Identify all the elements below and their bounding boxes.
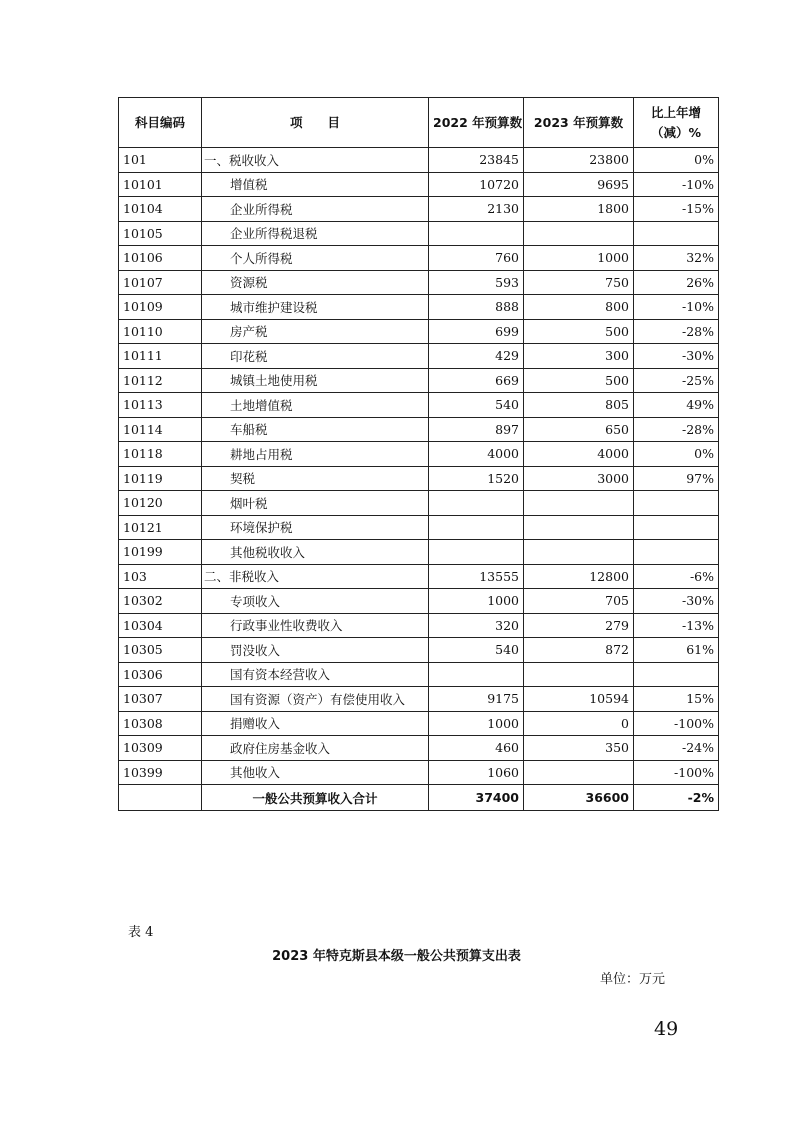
row-code: 10111 [119,344,202,369]
row-growth: -30% [634,344,719,369]
row-growth: -15% [634,197,719,222]
row-item: 一、税收收入 [202,148,429,173]
row-2022: 760 [429,246,524,271]
row-2022 [429,221,524,246]
total-2023: 36600 [524,785,634,811]
table-header-row [119,98,719,148]
unit-label: 单位：万元 [600,972,666,987]
row-code: 10104 [119,197,202,222]
row-item: 企业所得税 [202,197,429,222]
row-growth [634,515,719,540]
row-code: 10399 [119,760,202,785]
row-2022: 4000 [429,442,524,467]
table-row [119,687,719,712]
row-2023: 872 [524,638,634,663]
total-code [119,785,202,811]
row-2022: 699 [429,319,524,344]
row-code: 10114 [119,417,202,442]
row-code: 10107 [119,270,202,295]
row-item: 行政事业性收费收入 [202,613,429,638]
row-growth: -6% [634,564,719,589]
row-item: 国有资源（资产）有偿使用收入 [202,687,429,712]
header-code: 科目编码 [119,98,202,148]
row-2022: 2130 [429,197,524,222]
row-2022: 1520 [429,466,524,491]
row-growth: -100% [634,711,719,736]
row-growth: -13% [634,613,719,638]
row-growth: -30% [634,589,719,614]
row-2022: 9175 [429,687,524,712]
table-row [119,638,719,663]
row-2023: 10594 [524,687,634,712]
row-growth: -24% [634,736,719,761]
row-item: 耕地占用税 [202,442,429,467]
next-table-label: 表 4 [128,925,154,940]
table-row [119,148,719,173]
row-2022: 540 [429,638,524,663]
row-2022: 13555 [429,564,524,589]
row-2023: 1000 [524,246,634,271]
row-item: 罚没收入 [202,638,429,663]
row-code: 10304 [119,613,202,638]
row-item: 其他收入 [202,760,429,785]
row-growth [634,662,719,687]
table-row [119,589,719,614]
table-row [119,711,719,736]
row-code: 101 [119,148,202,173]
row-item: 城市维护建设税 [202,295,429,320]
total-label: 一般公共预算收入合计 [202,785,429,811]
row-code: 10110 [119,319,202,344]
row-code: 10302 [119,589,202,614]
header-item: 项 目 [202,98,429,148]
row-code: 103 [119,564,202,589]
row-2023: 0 [524,711,634,736]
row-2023: 705 [524,589,634,614]
row-code: 10118 [119,442,202,467]
row-item: 城镇土地使用税 [202,368,429,393]
row-growth: -28% [634,417,719,442]
row-item: 土地增值税 [202,393,429,418]
row-item: 个人所得税 [202,246,429,271]
table-row [119,295,719,320]
row-item: 国有资本经营收入 [202,662,429,687]
row-item: 印花税 [202,344,429,369]
row-growth: 61% [634,638,719,663]
row-growth: 97% [634,466,719,491]
row-code: 10121 [119,515,202,540]
row-2022: 593 [429,270,524,295]
row-2023: 500 [524,368,634,393]
table-row [119,368,719,393]
row-2022: 540 [429,393,524,418]
row-2022 [429,491,524,516]
table-row [119,613,719,638]
table-row [119,540,719,565]
row-2023: 350 [524,736,634,761]
row-growth: 0% [634,148,719,173]
row-growth [634,491,719,516]
row-growth: 32% [634,246,719,271]
row-2023: 805 [524,393,634,418]
row-2023: 12800 [524,564,634,589]
row-2022: 1000 [429,711,524,736]
row-code: 10101 [119,172,202,197]
row-item: 烟叶税 [202,491,429,516]
table-body [119,148,719,785]
row-2023: 650 [524,417,634,442]
row-2023: 500 [524,319,634,344]
row-2022: 429 [429,344,524,369]
row-2023: 279 [524,613,634,638]
table-row [119,515,719,540]
row-2023 [524,540,634,565]
header-2023: 2023 年预算数 [524,98,634,148]
row-growth: 0% [634,442,719,467]
table-row [119,564,719,589]
row-2023 [524,221,634,246]
total-growth: -2% [634,785,719,811]
row-item: 契税 [202,466,429,491]
page-number: 49 [654,1018,679,1040]
total-2022: 37400 [429,785,524,811]
row-2022: 888 [429,295,524,320]
table-row [119,197,719,222]
next-table-title: 2023 年特克斯县本级一般公共预算支出表 [272,949,521,964]
table-row [119,246,719,271]
header-2022: 2022 年预算数 [429,98,524,148]
row-2022: 23845 [429,148,524,173]
row-code: 10113 [119,393,202,418]
row-item: 增值税 [202,172,429,197]
total-row [119,785,719,811]
row-2023 [524,515,634,540]
row-item: 车船税 [202,417,429,442]
table-row [119,760,719,785]
table-row [119,344,719,369]
row-2022: 669 [429,368,524,393]
row-code: 10119 [119,466,202,491]
row-code: 10306 [119,662,202,687]
row-2022: 897 [429,417,524,442]
row-2023 [524,491,634,516]
table-row [119,393,719,418]
row-item: 二、非税收入 [202,564,429,589]
row-growth: 15% [634,687,719,712]
row-growth: 49% [634,393,719,418]
row-growth: -25% [634,368,719,393]
table-row [119,221,719,246]
row-code: 10307 [119,687,202,712]
row-growth [634,540,719,565]
row-growth: 26% [634,270,719,295]
row-2023: 3000 [524,466,634,491]
table-row [119,491,719,516]
row-2022: 1000 [429,589,524,614]
table-row [119,172,719,197]
row-growth: -28% [634,319,719,344]
row-2023: 4000 [524,442,634,467]
row-2023 [524,760,634,785]
row-2022: 460 [429,736,524,761]
table-row [119,466,719,491]
row-item: 环境保护税 [202,515,429,540]
revenue-table [118,97,719,811]
row-growth: -10% [634,295,719,320]
row-code: 10112 [119,368,202,393]
row-2023: 9695 [524,172,634,197]
row-item: 其他税收收入 [202,540,429,565]
table-row [119,319,719,344]
row-item: 捐赠收入 [202,711,429,736]
header-growth: 比上年增（减）% [634,98,719,148]
row-2023: 800 [524,295,634,320]
row-2023: 300 [524,344,634,369]
row-growth [634,221,719,246]
row-item: 资源税 [202,270,429,295]
row-2022: 1060 [429,760,524,785]
row-2023 [524,662,634,687]
row-code: 10109 [119,295,202,320]
row-code: 10199 [119,540,202,565]
row-2022 [429,662,524,687]
table-row [119,736,719,761]
row-code: 10120 [119,491,202,516]
table-row [119,442,719,467]
row-2023: 750 [524,270,634,295]
row-2022 [429,540,524,565]
row-item: 政府住房基金收入 [202,736,429,761]
row-code: 10105 [119,221,202,246]
row-item: 房产税 [202,319,429,344]
row-growth: -100% [634,760,719,785]
row-2022 [429,515,524,540]
row-code: 10308 [119,711,202,736]
row-code: 10305 [119,638,202,663]
table-row [119,417,719,442]
row-2023: 1800 [524,197,634,222]
table-row [119,662,719,687]
row-code: 10309 [119,736,202,761]
table-row [119,270,719,295]
row-2023: 23800 [524,148,634,173]
row-2022: 320 [429,613,524,638]
row-item: 企业所得税退税 [202,221,429,246]
row-2022: 10720 [429,172,524,197]
row-item: 专项收入 [202,589,429,614]
row-growth: -10% [634,172,719,197]
row-code: 10106 [119,246,202,271]
